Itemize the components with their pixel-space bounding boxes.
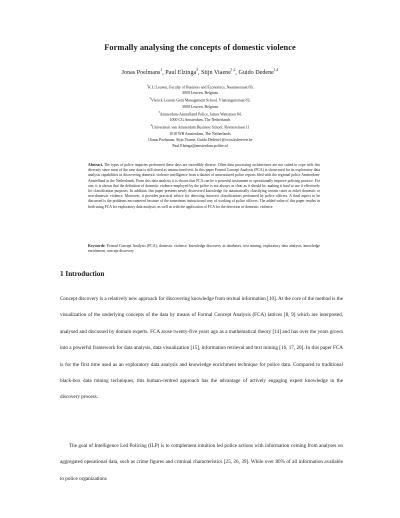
affiliation-text: Universiteit van Amsterdam Business School, Roetersstraat 11	[151, 125, 250, 130]
affiliation-text: Amsterdam-Amstelland Police, James Wattstraat 84,	[159, 112, 242, 117]
affiliation-mark: 4	[150, 124, 152, 128]
body-paragraph: Concept discovery is a relatively new approach for discovering knowledge from textual information [10]. At the core of the method is the visualization of the underlying concepts of the data by means of Formal Concept Analysis (FCA) lattices [8, 9] which are interpreted, analysed and discussed by domain experts. FCA arose twenty-five years ago as a mathematical theory [14] and has over the years grown into a powerful framework for data analysis, data visualization [15], information retrieval and text mining [16, 17, 20]. In this paper FCA is for the first time used as an exploratory data analysis and knowledge enrichment technique for police data. Compared to traditional black-box data mining techniques, this human-centred approach has the advantage of actively engaging expert knowledge in the discovery process.	[60, 296, 343, 401]
affiliation-text: 3000 Leuven, Belgium	[182, 91, 218, 96]
affiliation-line	[0, 123, 400, 130]
affiliation-mark: 1	[146, 84, 148, 87]
author-name: Paul Elzinga	[165, 70, 197, 77]
abstract	[88, 163, 320, 210]
section-heading: 1 Introduction	[60, 270, 105, 278]
affiliation-line	[0, 110, 400, 117]
keywords-label: Keywords:	[88, 244, 106, 248]
affiliation-text: K.U.Leuven, Faculty of Business and Economics, Naamsestraat 69,	[147, 85, 254, 90]
author-email: Paul.Elzinga@amsterdam.politie.nl	[172, 143, 228, 148]
affiliation-mark: 2	[149, 97, 152, 101]
affiliation-text: 3000 Leuven, Belgium	[182, 104, 218, 109]
keywords	[88, 244, 320, 254]
affiliation-line	[0, 96, 400, 103]
author-affil-mark: 1,2	[230, 68, 236, 72]
affiliation-text: 1018 WB Amsterdam, The Netherlands	[169, 131, 231, 136]
affiliation-mark: 3	[158, 110, 160, 114]
author-emails: {Jonas.Poelmans, Stijn.Viaene, Guido.Dedene}@econ.kuleuven.be	[147, 137, 253, 142]
paper-title: Formally analysing the concepts of domestic violence	[104, 43, 296, 52]
author-name: Stijn Viaene	[201, 70, 231, 77]
affiliation-text: Vlerick Leuven Gent Management School, Vlamingenstraat 83,	[151, 98, 251, 103]
author-name: Jonas Poelmans	[121, 70, 161, 77]
author-affil-mark: 1,4	[273, 68, 279, 72]
keywords-text: Formal Concept Analysis (FCA), domestic violence, knowledge discovery in databases, text mining, exploratory data analysis, knowledge enrichment, concept discovery	[88, 244, 320, 254]
author-affil-mark: 1	[160, 68, 163, 72]
abstract-text: The types of police inquiries performed these days are incredibly diverse. Often data processing architectures are not suited to cope with this diversity since most of the case data is still stored as unstructured text. In this paper Formal Concept Analysis (FCA) is showcased for its exploratory data analysis capabilities in discovering domestic violence intelligence from a dataset of unstructured police reports filed with the regional police Amsterdam-Amstelland in the Netherlands. From this data analysis it is shown that FCA can be a powerful instrument to operationally improve policing practice. For one, it is shown that the definition of domestic violence employed by the police is not always as clear as it should be, making it hard to use it effectively for classification purposes. In addition, this paper presents newly discovered knowledge for automatically classifying certain cases as either domestic or non-domestic violence. Moreover, it provides practical advice for detecting incorrect classifications performed by police officers. A final aspect to be discussed is the problems encountered because of the sometimes instructional way of working of police officers. The added value of this paper resides in both using FCA for exploratory data analysis, as well as with the application of FCA for the detection of domestic violence.	[88, 163, 320, 209]
affiliation-line	[0, 143, 400, 149]
affiliation-text: 1000 CG Amsterdam, The Netherlands	[169, 118, 231, 123]
abstract-label: Abstract.	[88, 163, 103, 167]
author-list: Jonas Poelmans$^1$, Paul Elzinga$^3$, Stijn Viaene$^{1,2}$, Guido Dedene$^{1,4}$	[121, 68, 279, 77]
body-paragraph: The goal of Intelligence Led Policing (ILP) is to complement intuition led police actions with information coming from analyses on aggregated operational data, such as crime figures and criminal characteristics [25, 26, 39]. While over 80% of all information available to police organizations	[60, 443, 343, 482]
affiliation-line	[0, 83, 400, 90]
author-name: Guido Dedene	[238, 70, 274, 77]
affiliation-block	[0, 83, 400, 149]
author-affil-mark: 3	[196, 68, 199, 72]
